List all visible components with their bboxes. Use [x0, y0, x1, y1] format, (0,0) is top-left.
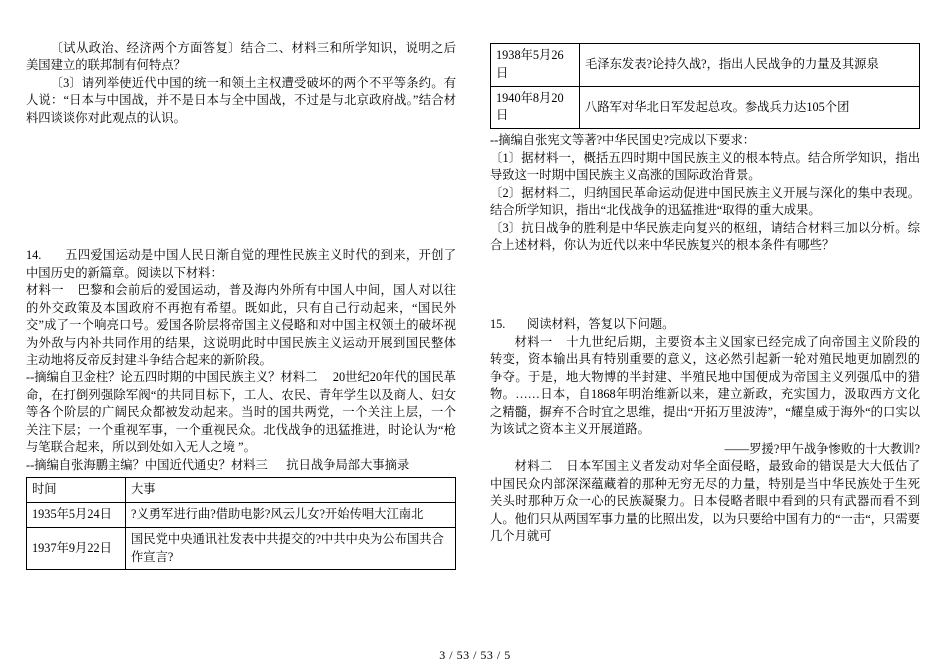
page-footer: 3 / 53 / 53 / 5 [439, 647, 511, 662]
source-2-tail: 抗日战争局部大事摘录 [286, 457, 410, 472]
q15-material-2-label: 材料二 [514, 459, 553, 474]
q15-material-2-text: 日本军国主义者发动对华全面侵略，最致命的错误是大大低估了中国民众内部深深蕴藏着的那种无穷无尽的力量，特别是当中华民族处于生死关头时那种万众一心的民族凝聚力。日本侵略者眼中看到的只有武器而看不到人。他们只从两国军事力量的比照出发，以为只要给中国有力的“一击“，只需要几个月就可 [490, 459, 920, 544]
q15-material-1-label: 材料一 [514, 334, 553, 349]
cell-date: 1937年9月22日 [27, 527, 126, 570]
left-gap [26, 127, 456, 247]
table-row [27, 527, 456, 570]
material-2-source [26, 457, 456, 474]
paragraph-intro-1: 〔试从政治、经济两个方面答复〕结合二、材料三和所学知识，说明之后美国建立的联邦制有何特点？ [26, 41, 456, 73]
two-column-layout [26, 40, 924, 573]
source-1-text: --摘编自卫金柱？论五四时期的中国民族主义？材料二 [26, 370, 318, 385]
material-1-source [26, 369, 456, 456]
cell-event: 毛泽东发表?论持久战?，指出人民战争的力量及其源泉 [580, 44, 920, 87]
material-2-text: 20世纪20年代的国民革命，在打倒列强除军阀“的共同目标下，工人、农民、青年学生以及商人、妇女等各个阶层的广阔民众都被发动起来。当时的国共两党，一个关注上层，一个关注下层；一个重视军事，一个重视民众。北伐战争的迅猛推进，时论认为“枪与笔联合起来，所以到处如入无人之境 ”。 [26, 370, 456, 455]
cell-event: 八路军对华北日军发起总攻。参战兵力达105个团 [580, 86, 920, 129]
question-15-heading [490, 316, 920, 333]
requirement-2: 〔2〕据材料二，归纳国民革命运动促进中国民族主义开展与深化的集中表现。结合所学知识，指出“北伐战争的迅猛推进“取得的重大成果。 [490, 185, 920, 218]
paragraph-intro-2: 〔3〕请列举使近代中国的统一和领土主权遭受破坏的两个不平等条约。有人说：“日本与中国战，并不是日本与全中国战，不过是与北京政府战。”结合材料四谈谈你对此观点的认识。 [26, 75, 456, 125]
requirement-3: 〔3〕抗日战争的胜利是中华民族走向复兴的枢纽，请结合材料三加以分析。综合上述材料，你认为近代以来中华民族复兴的根本条件有哪些？ [490, 220, 920, 253]
material-1-text: 巴黎和会前后的爱国运动，普及海内外所有中国人中间，国人对以往的外交政策及本国政府不再抱有希望。既如此，只有自己行动起来，“国民外交”成了一个响亮口号。爱国各阶层将帝国主义侵略和对中国主权领土的破坏视为外敌与内补共同作用的结果，这说明此时中国民族主义运动开展到国民整体主动地将反帝反封建斗争结合起来的新阶段。 [26, 283, 456, 367]
column-header-event: 大事 [126, 478, 456, 503]
column-header-time: 时间 [27, 478, 126, 503]
events-table-part1 [26, 477, 456, 570]
question-15-number: 15. [490, 317, 506, 332]
table-row [27, 502, 456, 527]
events-table-part2 [490, 43, 920, 129]
table-header-row [27, 478, 456, 503]
right-column [490, 40, 920, 546]
cell-date: 1935年5月24日 [27, 502, 126, 527]
question-15-stem: 阅读材料，答复以下问题。 [526, 317, 675, 332]
material-1-label: 材料一 [26, 283, 64, 298]
requirement-1: 〔1〕据材料一，概括五四时期中国民族主义的根本特点。结合所学知识，指出导致这一时期中国民族主义高涨的国际政治背景。 [490, 150, 920, 183]
events-table2-body [491, 44, 920, 129]
cell-event: ?义勇军进行曲?借助电影?风云儿女?开始传唱大江南北 [126, 502, 456, 527]
cell-event: 国民党中央通讯社发表中共提交的?中共中央为公布国共合作宣言? [126, 527, 456, 570]
q15-material-2-block [490, 458, 920, 545]
question-14-heading [26, 247, 456, 282]
events-table-body [27, 502, 456, 569]
table-row [491, 86, 920, 129]
right-gap [490, 254, 920, 316]
material-1-block [26, 282, 456, 369]
q15-material-1-block [490, 334, 920, 439]
cell-date: 1938年5月26日 [491, 44, 580, 87]
table-row [491, 44, 920, 87]
cell-date: 1940年8月20日 [491, 86, 580, 129]
source-2-text: --摘编自张海鹏主编？中国近代通史？材料三 [26, 457, 268, 472]
question-14-number: 14. [26, 248, 42, 263]
left-column [26, 40, 456, 573]
q15-material-1-text: 十九世纪后期，主要资本主义国家已经完成了向帝国主义阶段的转变，资本输出具有特别重要的意义，这必然引起新一轮对殖民地更加剧烈的争夺。于是，地大物博的半封建、半殖民地中国便成为帝国主义列强瓜中的猎物。……日本，自1868年明治维新以来，建立新政，充实国力，汲取西方文化之精髓，摒弃不合时宜之思维，提出“开拓万里波涛”，“耀皇威于海外“的口实以为该试之资本主义开展道路。 [490, 334, 920, 437]
events-table-head [27, 478, 456, 503]
material-3-source: --摘编自张宪文等著?中华民国史?完成以下要求： [490, 133, 756, 148]
question-14-stem: 五四爱国运动是中国人民日渐自觉的理性民族主义时代的到来，开创了中国历史的新篇章。阅读以下材料： [26, 248, 456, 280]
q15-material-1-source: ——罗援?甲午战争惨败的十大教训? [724, 441, 920, 456]
